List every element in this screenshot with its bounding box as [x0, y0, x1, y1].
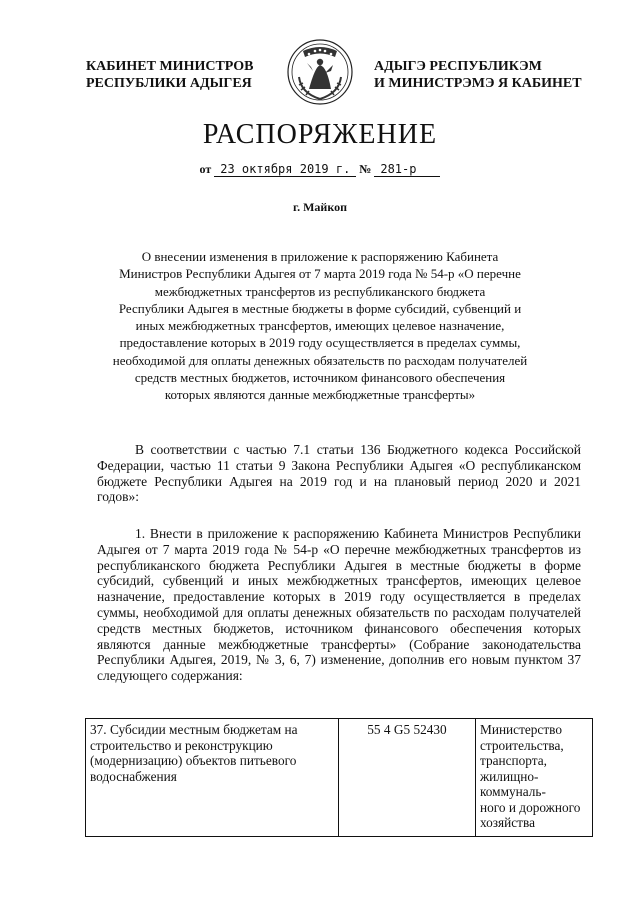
document-number: 281-р: [374, 162, 440, 177]
number-label: №: [359, 162, 372, 176]
header-left-line1: КАБИНЕТ МИНИСТРОВ: [86, 59, 254, 74]
budget-code-cell: 55 4 G5 52430: [339, 719, 476, 837]
preamble-text: В соответствии с частью 7.1 статьи 136 Бюджетного кодекса Российской Федерации, частью 11 статьи 9 Закона Республики Адыгея «О республиканском бюджете Республики Адыгея на 2019 год и на плановый период 2020 и 2021 годов»:: [97, 442, 581, 505]
agency-line: транспорта,: [480, 753, 547, 768]
header-right: [374, 58, 594, 92]
subject-line: межбюджетных трансфертов из республиканского бюджета: [154, 283, 486, 299]
subject-line: иных межбюджетных трансфертов, имеющих целевое назначение,: [135, 318, 505, 334]
agency-line: хозяйства: [480, 815, 535, 830]
subject-line: Министров Республики Адыгея от 7 марта 2019 года № 54-р «О перечне: [119, 266, 521, 282]
subject-line: необходимой для оплаты денежных обязательств по расходам получателей: [112, 352, 528, 368]
clause-1-paragraph: [97, 526, 581, 684]
clause-1-text: 1. Внести в приложение к распоряжению Кабинета Министров Республики Адыгея от 7 марта 2019 года № 54-р «О перечне межбюджетных трансфертов из республиканского бюджета Республики Адыгея в местные бюджеты в форме субсидий, субвенций и иных межбюджетных трансфертов, имеющих целевое назначение, предоставление которых в 2019 году осуществляется в пределах суммы, необходимой для оплаты денежных обязательств по расходам получателей средств местных бюджетов, источником финансового обеспечения которых являются данные межбюджетные трансферты» (Собрание законодательства Республики Адыгея, 2019, № 3, 6, 7) изменение, дополнив его новым пунктом 37 следующего содержания:: [97, 526, 581, 684]
subject-line: средств местных бюджетов, источником финансового обеспечения: [134, 370, 506, 386]
date-prefix: от: [199, 162, 212, 176]
subject-line: предоставление которых в 2019 году осуществляется в пределах суммы,: [119, 335, 521, 351]
subject-line: которых являются данные межбюджетные трансферты»: [164, 387, 476, 403]
preamble-paragraph: [97, 442, 581, 505]
agency-line: жилищно-: [480, 768, 539, 784]
date-line: [0, 162, 640, 177]
agency-cell: [476, 719, 593, 837]
header-left-line2: РЕСПУБЛИКИ АДЫГЕЯ: [86, 76, 252, 91]
city: г. Майкоп: [292, 200, 347, 214]
coat-of-arms-icon: [285, 37, 355, 107]
amendment-table: [85, 718, 593, 837]
header-right-line2: И МИНИСТРЭМЭ Я КАБИНЕТ: [374, 76, 582, 91]
table-row: [86, 719, 593, 837]
subject-line: О внесении изменения в приложение к распоряжению Кабинета: [141, 249, 499, 264]
header-right-line1: АДЫГЭ РЕСПУБЛИКЭМ: [374, 59, 542, 74]
document-date: 23 октября 2019 г.: [214, 162, 356, 177]
document-title: РАСПОРЯЖЕНИЕ: [202, 119, 438, 150]
agency-line: коммуналь-: [480, 784, 546, 799]
agency-line: ного и дорожного: [480, 799, 581, 815]
document-subject: [92, 248, 548, 404]
agency-line: строительства,: [480, 737, 564, 753]
subject-line: Республики Адыгея в местные бюджеты в форме субсидий, субвенций и: [118, 300, 522, 316]
header-left: [86, 58, 286, 92]
agency-line: Министерство: [480, 722, 562, 737]
transfer-name-cell: 37. Субсидии местным бюджетам на строительство и реконструкцию (модернизацию) объектов питьевого водоснабжения: [86, 719, 339, 837]
